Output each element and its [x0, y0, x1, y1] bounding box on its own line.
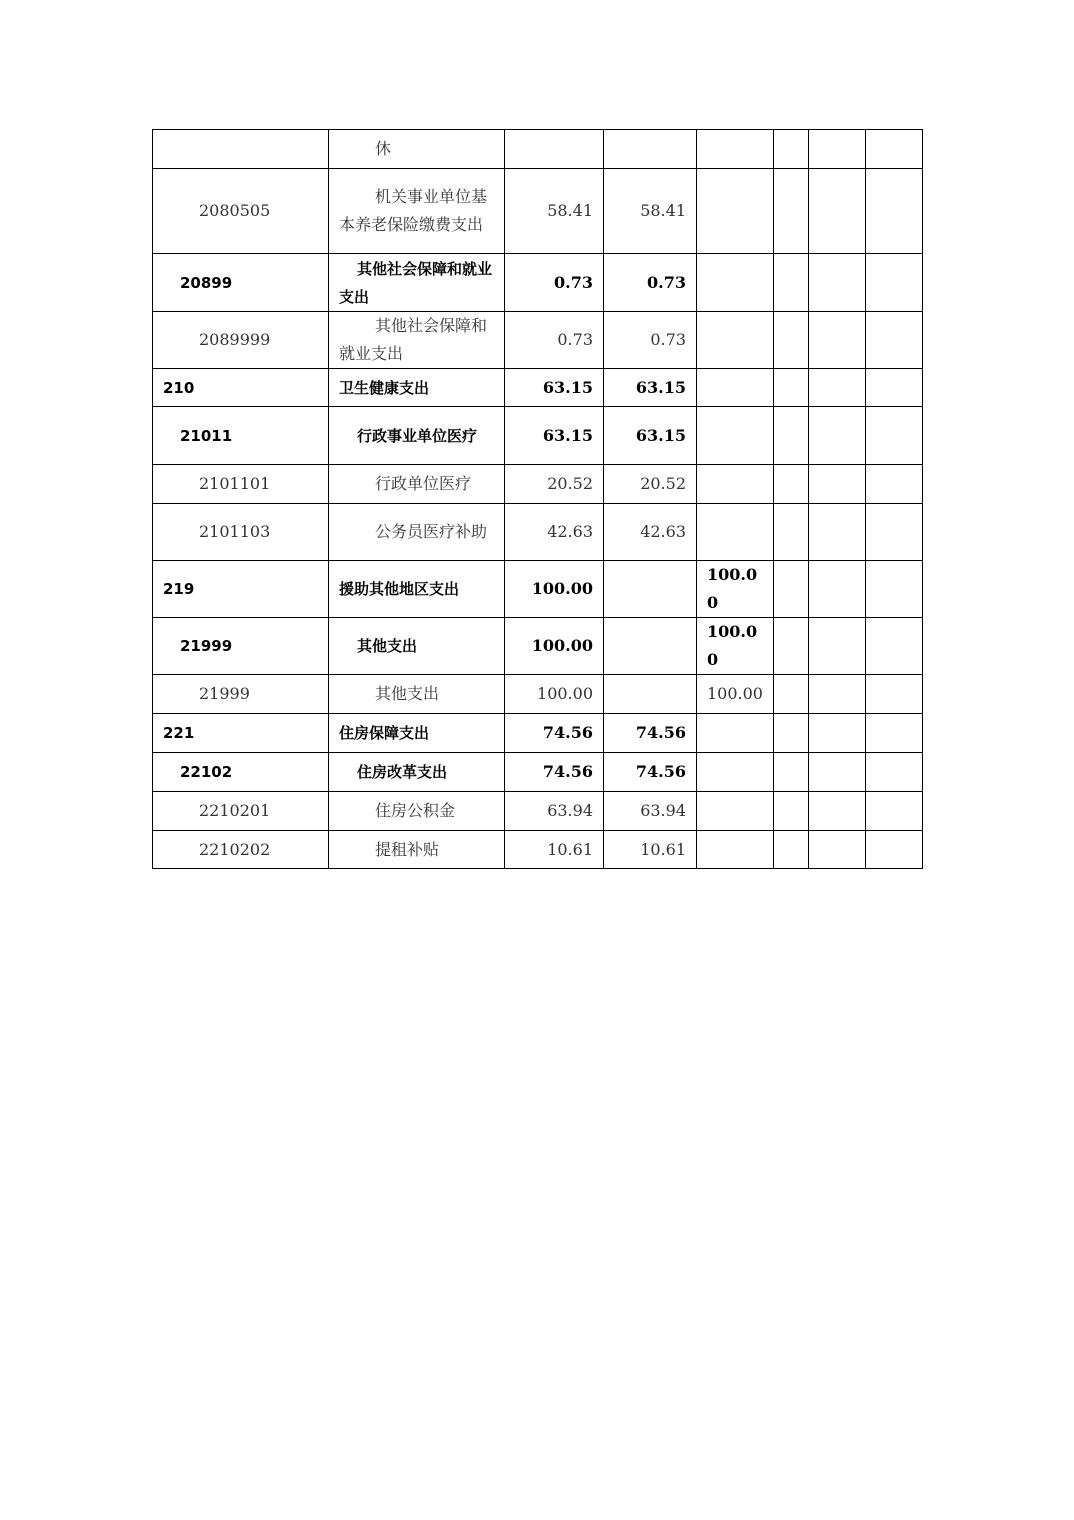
empty-cell: [809, 254, 866, 312]
basic-expenditure-cell: 0.73: [604, 312, 697, 369]
subject-code-cell: 20899: [153, 254, 329, 312]
basic-expenditure-cell: 10.61: [604, 831, 697, 869]
empty-cell: [866, 504, 923, 561]
project-expenditure-cell: 100.00: [697, 561, 774, 618]
subject-name-cell: 其他社会保障和就业支出: [329, 254, 505, 312]
empty-cell: [774, 618, 809, 675]
table-row: [153, 675, 923, 714]
table-row: [153, 169, 923, 254]
empty-cell: [774, 465, 809, 504]
total-amount-cell: [505, 130, 604, 169]
empty-cell: [774, 714, 809, 753]
subject-code-cell: 210: [153, 369, 329, 407]
table-row: [153, 407, 923, 465]
project-expenditure-cell: [697, 465, 774, 504]
table-row: [153, 792, 923, 831]
subject-name-cell: 其他社会保障和就业支出: [329, 312, 505, 369]
subject-name-cell: 行政单位医疗: [329, 465, 505, 504]
subject-name-cell: 公务员医疗补助: [329, 504, 505, 561]
empty-cell: [774, 753, 809, 792]
basic-expenditure-cell: 58.41: [604, 169, 697, 254]
empty-cell: [774, 169, 809, 254]
table-row: [153, 561, 923, 618]
project-expenditure-cell: [697, 831, 774, 869]
total-amount-cell: 100.00: [505, 675, 604, 714]
project-expenditure-cell: [697, 312, 774, 369]
empty-cell: [866, 369, 923, 407]
project-expenditure-cell: [697, 369, 774, 407]
total-amount-cell: 63.94: [505, 792, 604, 831]
empty-cell: [866, 561, 923, 618]
subject-code-cell: 21999: [153, 675, 329, 714]
total-amount-cell: 100.00: [505, 618, 604, 675]
subject-name-cell: 其他支出: [329, 675, 505, 714]
empty-cell: [809, 792, 866, 831]
empty-cell: [809, 831, 866, 869]
empty-cell: [866, 254, 923, 312]
empty-cell: [809, 714, 866, 753]
project-expenditure-cell: [697, 169, 774, 254]
subject-code-cell: 221: [153, 714, 329, 753]
total-amount-cell: 0.73: [505, 312, 604, 369]
total-amount-cell: 58.41: [505, 169, 604, 254]
empty-cell: [866, 312, 923, 369]
total-amount-cell: 63.15: [505, 369, 604, 407]
table-body: [153, 130, 923, 869]
subject-name-cell: 其他支出: [329, 618, 505, 675]
subject-name-cell: 住房公积金: [329, 792, 505, 831]
project-expenditure-cell: [697, 504, 774, 561]
basic-expenditure-cell: [604, 675, 697, 714]
subject-code-cell: 21011: [153, 407, 329, 465]
subject-name-cell: 行政事业单位医疗: [329, 407, 505, 465]
basic-expenditure-cell: 42.63: [604, 504, 697, 561]
table-row: [153, 618, 923, 675]
empty-cell: [809, 753, 866, 792]
table-row: [153, 714, 923, 753]
empty-cell: [809, 312, 866, 369]
basic-expenditure-cell: 63.15: [604, 369, 697, 407]
empty-cell: [774, 792, 809, 831]
subject-code-cell: 2089999: [153, 312, 329, 369]
subject-name-cell: 住房保障支出: [329, 714, 505, 753]
empty-cell: [809, 561, 866, 618]
empty-cell: [866, 465, 923, 504]
project-expenditure-cell: 100.00: [697, 618, 774, 675]
empty-cell: [866, 753, 923, 792]
empty-cell: [774, 407, 809, 465]
subject-name-cell: 机关事业单位基本养老保险缴费支出: [329, 169, 505, 254]
table-row: [153, 831, 923, 869]
total-amount-cell: 10.61: [505, 831, 604, 869]
subject-code-cell: 22102: [153, 753, 329, 792]
empty-cell: [866, 618, 923, 675]
empty-cell: [774, 130, 809, 169]
basic-expenditure-cell: 74.56: [604, 714, 697, 753]
basic-expenditure-cell: [604, 618, 697, 675]
subject-code-cell: 2210201: [153, 792, 329, 831]
basic-expenditure-cell: 74.56: [604, 753, 697, 792]
basic-expenditure-cell: [604, 130, 697, 169]
empty-cell: [809, 369, 866, 407]
empty-cell: [809, 618, 866, 675]
budget-table: [152, 129, 923, 869]
empty-cell: [866, 792, 923, 831]
basic-expenditure-cell: 63.94: [604, 792, 697, 831]
empty-cell: [866, 130, 923, 169]
empty-cell: [866, 169, 923, 254]
basic-expenditure-cell: 0.73: [604, 254, 697, 312]
table-row: [153, 130, 923, 169]
project-expenditure-cell: [697, 792, 774, 831]
total-amount-cell: 0.73: [505, 254, 604, 312]
subject-code-cell: [153, 130, 329, 169]
subject-code-cell: 219: [153, 561, 329, 618]
empty-cell: [774, 675, 809, 714]
empty-cell: [774, 312, 809, 369]
total-amount-cell: 74.56: [505, 714, 604, 753]
empty-cell: [774, 504, 809, 561]
total-amount-cell: 42.63: [505, 504, 604, 561]
project-expenditure-cell: [697, 254, 774, 312]
empty-cell: [809, 407, 866, 465]
subject-code-cell: 2101101: [153, 465, 329, 504]
table-row: [153, 465, 923, 504]
basic-expenditure-cell: [604, 561, 697, 618]
subject-name-cell: 卫生健康支出: [329, 369, 505, 407]
total-amount-cell: 63.15: [505, 407, 604, 465]
subject-code-cell: 2210202: [153, 831, 329, 869]
empty-cell: [774, 831, 809, 869]
project-expenditure-cell: [697, 753, 774, 792]
subject-name-cell: 休: [329, 130, 505, 169]
empty-cell: [809, 675, 866, 714]
empty-cell: [774, 254, 809, 312]
table-row: [153, 369, 923, 407]
subject-code-cell: 21999: [153, 618, 329, 675]
subject-code-cell: 2101103: [153, 504, 329, 561]
empty-cell: [774, 561, 809, 618]
table-row: [153, 254, 923, 312]
project-expenditure-cell: [697, 407, 774, 465]
basic-expenditure-cell: 20.52: [604, 465, 697, 504]
empty-cell: [809, 169, 866, 254]
empty-cell: [809, 130, 866, 169]
empty-cell: [866, 831, 923, 869]
project-expenditure-cell: 100.00: [697, 675, 774, 714]
empty-cell: [809, 465, 866, 504]
empty-cell: [809, 504, 866, 561]
empty-cell: [866, 675, 923, 714]
basic-expenditure-cell: 63.15: [604, 407, 697, 465]
project-expenditure-cell: [697, 130, 774, 169]
table-row: [153, 753, 923, 792]
project-expenditure-cell: [697, 714, 774, 753]
subject-name-cell: 援助其他地区支出: [329, 561, 505, 618]
subject-name-cell: 住房改革支出: [329, 753, 505, 792]
empty-cell: [866, 407, 923, 465]
table-row: [153, 312, 923, 369]
total-amount-cell: 100.00: [505, 561, 604, 618]
empty-cell: [866, 714, 923, 753]
total-amount-cell: 20.52: [505, 465, 604, 504]
table-row: [153, 504, 923, 561]
subject-name-cell: 提租补贴: [329, 831, 505, 869]
empty-cell: [774, 369, 809, 407]
subject-code-cell: 2080505: [153, 169, 329, 254]
total-amount-cell: 74.56: [505, 753, 604, 792]
